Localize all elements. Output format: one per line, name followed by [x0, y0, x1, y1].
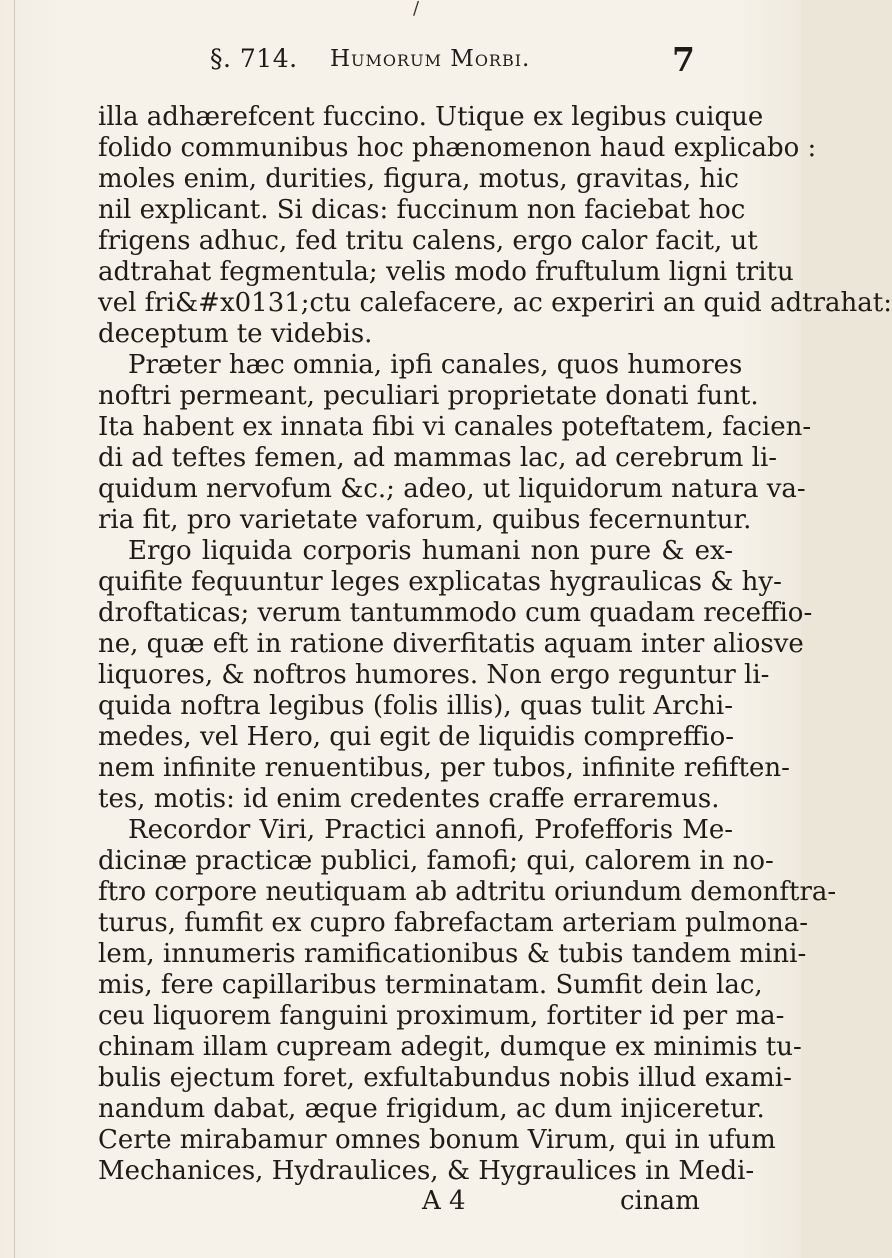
page-footer	[0, 1186, 801, 1226]
text-line: quidum nervofum &c.; adeo, ut liquidorum natura va-	[98, 474, 806, 504]
text-line: mis, fere capillaribus terminatam. Sumfit dein lac,	[98, 970, 763, 1000]
text-line: turus, fumfit ex cupro fabrefactam arteriam pulmona-	[98, 908, 809, 938]
page-number: 7	[672, 40, 695, 79]
page-edge-rule	[14, 0, 15, 1258]
text-line: adtrahat fegmentula; velis modo fruftulum ligni tritu	[98, 257, 794, 287]
section-number: §. 714.	[210, 44, 298, 73]
paragraph-start-line: Præter hæc omnia, ipfi canales, quos humores	[128, 350, 743, 380]
text-line: deceptum te videbis.	[98, 319, 373, 349]
text-line: frigens adhuc, fed tritu calens, ergo calor facit, ut	[98, 226, 758, 256]
text-line: nem infinite renuentibus, per tubos, infinite refiften-	[98, 753, 790, 783]
paragraph-start-line: Ergo liquida corporis humani non pure & ex-	[128, 536, 733, 566]
running-head	[0, 40, 801, 80]
text-line: nandum dabat, æque frigidum, ac dum injiceretur.	[98, 1094, 765, 1124]
signature-mark: A 4	[422, 1186, 466, 1216]
text-line: lem, innumeris ramificationibus & tubis tandem mini-	[98, 939, 807, 969]
page-mark: /	[413, 0, 420, 19]
text-line: bulis ejectum foret, exfultabundus nobis illud exami-	[98, 1063, 792, 1093]
text-line: quida noftra legibus (folis illis), quas tulit Archi-	[98, 691, 733, 721]
text-line: Mechanices, Hydraulices, & Hygraulices in Medi-	[98, 1156, 755, 1186]
text-line: ria fit, pro varietate vaforum, quibus fecernuntur.	[98, 505, 752, 535]
text-line: illa adhærefcent fuccino. Utique ex legibus cuique	[98, 102, 764, 132]
text-line: moles enim, durities, figura, motus, gravitas, hic	[98, 164, 739, 194]
text-line: droftaticas; verum tantummodo cum quadam receffio-	[98, 598, 813, 628]
text-line: medes, vel Hero, qui egit de liquidis compreffio-	[98, 722, 735, 752]
text-line: dicinæ practicæ publici, famofi; qui, calorem in no-	[98, 846, 774, 876]
text-line: liquores, & noftros humores. Non ergo reguntur li-	[98, 660, 770, 690]
text-line: chinam illam cupream adegit, dumque ex minimis tu-	[98, 1032, 802, 1062]
running-title: Humorum Morbi.	[330, 46, 531, 72]
text-line: tes, motis: id enim credentes craffe erraremus.	[98, 784, 720, 814]
text-line: Certe mirabamur omnes bonum Virum, qui in ufum	[98, 1125, 776, 1155]
text-line: Ita habent ex innata fibi vi canales poteftatem, facien-	[98, 412, 812, 442]
text-line: ftro corpore neutiquam ab adtritu oriundum demonftra-	[98, 877, 837, 907]
paragraph-start-line: Recordor Viri, Practici annofi, Profefforis Me-	[128, 815, 733, 845]
text-line: quifite fequuntur leges explicatas hygraulicas & hy-	[98, 567, 782, 597]
text-line: noftri permeant, peculiari proprietate donati funt.	[98, 381, 759, 411]
text-line: ceu liquorem fanguini proximum, fortiter id per ma-	[98, 1001, 785, 1031]
text-line: folido communibus hoc phænomenon haud explicabo :	[98, 133, 817, 163]
text-line: ne, quæ eft in ratione diverfitatis aquam inter aliosve	[98, 629, 804, 659]
text-line: nil explicant. Si dicas: fuccinum non faciebat hoc	[98, 195, 746, 225]
text-line: vel fri&#x0131;ctu calefacere, ac experiri an quid adtrahat:	[98, 288, 892, 318]
catchword: cinam	[620, 1186, 700, 1216]
text-line: di ad teftes femen, ad mammas lac, ad cerebrum li-	[98, 443, 778, 473]
